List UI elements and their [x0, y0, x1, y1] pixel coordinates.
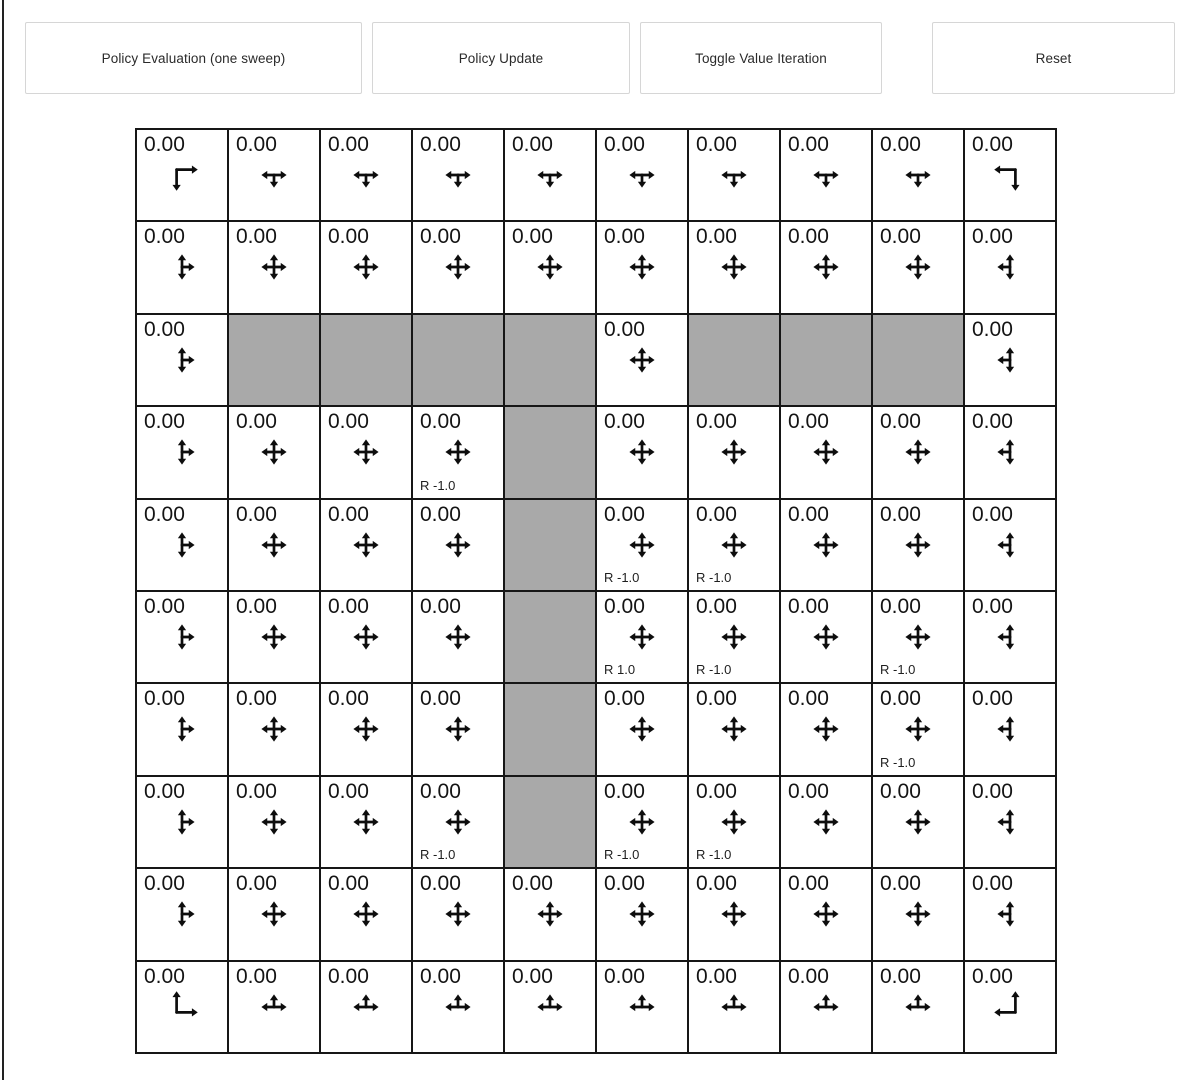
grid-cell-0-9	[964, 129, 1056, 221]
cell-value: 0.00	[328, 964, 369, 988]
cell-value: 0.00	[880, 133, 921, 156]
policy-arrows-icon	[164, 527, 200, 563]
cell-reward-label: R 1.0	[604, 662, 636, 678]
policy-arrows-icon	[164, 619, 200, 655]
grid-cell-7-2	[320, 776, 412, 868]
policy-arrows-icon	[808, 711, 844, 747]
cell-value: 0.00	[144, 872, 185, 896]
policy-arrows-icon	[348, 804, 384, 840]
grid-cell-0-5	[596, 129, 688, 221]
policy-arrows-icon	[624, 896, 660, 932]
policy-arrows-icon	[716, 619, 752, 655]
policy-arrows-icon	[348, 619, 384, 655]
policy-arrows-icon	[164, 896, 200, 932]
cell-value: 0.00	[972, 595, 1013, 618]
grid-cell-9-7	[780, 961, 872, 1053]
grid-wall-2-8	[872, 314, 964, 406]
grid-cell-0-6	[688, 129, 780, 221]
grid-cell-3-7	[780, 406, 872, 498]
policy-arrows-icon	[164, 711, 200, 747]
grid-cell-9-8	[872, 961, 964, 1053]
grid-cell-6-3	[412, 683, 504, 775]
grid-cell-8-1	[228, 868, 320, 960]
cell-value: 0.00	[328, 502, 369, 526]
policy-arrows-icon	[164, 434, 200, 470]
cell-value: 0.00	[880, 779, 921, 803]
grid-wall-2-6	[688, 314, 780, 406]
cell-value: 0.00	[512, 225, 553, 249]
grid-cell-8-7	[780, 868, 872, 960]
grid-cell-1-8	[872, 221, 964, 313]
cell-value: 0.00	[144, 687, 185, 711]
cell-value: 0.00	[236, 502, 277, 526]
cell-value: 0.00	[972, 779, 1013, 803]
grid-cell-2-9	[964, 314, 1056, 406]
policy-arrows-icon	[992, 342, 1028, 378]
grid-cell-2-5	[596, 314, 688, 406]
cell-value: 0.00	[236, 687, 277, 711]
grid-cell-0-0	[136, 129, 228, 221]
cell-value: 0.00	[788, 410, 829, 434]
policy-arrows-icon	[256, 157, 292, 193]
cell-value: 0.00	[328, 410, 369, 434]
cell-value: 0.00	[420, 595, 461, 618]
policy-arrows-icon	[440, 804, 476, 840]
toggle-value-iteration-button[interactable]: Toggle Value Iteration	[640, 22, 882, 94]
policy-arrows-icon	[256, 711, 292, 747]
grid-cell-4-1	[228, 499, 320, 591]
grid-wall-2-3	[412, 314, 504, 406]
grid-cell-0-8	[872, 129, 964, 221]
grid-cell-8-9	[964, 868, 1056, 960]
cell-value: 0.00	[144, 133, 185, 156]
policy-arrows-icon	[992, 249, 1028, 285]
grid-cell-5-9	[964, 591, 1056, 683]
grid-cell-8-2	[320, 868, 412, 960]
cell-value: 0.00	[972, 964, 1013, 988]
grid-cell-7-8	[872, 776, 964, 868]
grid-cell-1-7	[780, 221, 872, 313]
grid-cell-7-6	[688, 776, 780, 868]
policy-arrows-icon	[440, 989, 476, 1025]
grid-wall-7-4	[504, 776, 596, 868]
policy-arrows-icon	[716, 804, 752, 840]
grid-cell-3-5	[596, 406, 688, 498]
grid-cell-4-6	[688, 499, 780, 591]
cell-value: 0.00	[788, 872, 829, 896]
grid-cell-8-6	[688, 868, 780, 960]
grid-cell-5-3	[412, 591, 504, 683]
cell-value: 0.00	[328, 779, 369, 803]
cell-value: 0.00	[880, 964, 921, 988]
cell-value: 0.00	[512, 872, 553, 896]
policy-arrows-icon	[164, 157, 200, 193]
cell-value: 0.00	[880, 502, 921, 526]
policy-arrows-icon	[532, 896, 568, 932]
grid-cell-1-0	[136, 221, 228, 313]
cell-value: 0.00	[144, 410, 185, 434]
cell-value: 0.00	[144, 317, 185, 341]
grid-cell-6-6	[688, 683, 780, 775]
policy-arrows-icon	[992, 527, 1028, 563]
cell-reward-label: R -1.0	[696, 662, 732, 678]
policy-arrows-icon	[716, 249, 752, 285]
grid-cell-6-0	[136, 683, 228, 775]
policy-arrows-icon	[348, 249, 384, 285]
policy-update-button[interactable]: Policy Update	[372, 22, 630, 94]
cell-value: 0.00	[420, 687, 461, 711]
policy-arrows-icon	[624, 989, 660, 1025]
grid-cell-1-9	[964, 221, 1056, 313]
grid-cell-7-9	[964, 776, 1056, 868]
grid-wall-4-4	[504, 499, 596, 591]
grid-cell-2-0	[136, 314, 228, 406]
policy-arrows-icon	[532, 249, 568, 285]
cell-value: 0.00	[420, 779, 461, 803]
grid-cell-5-7	[780, 591, 872, 683]
policy-arrows-icon	[164, 249, 200, 285]
policy-arrows-icon	[900, 804, 936, 840]
grid-cell-0-2	[320, 129, 412, 221]
grid-cell-4-2	[320, 499, 412, 591]
grid-cell-7-0	[136, 776, 228, 868]
policy-arrows-icon	[900, 989, 936, 1025]
policy-arrows-icon	[716, 896, 752, 932]
policy-arrows-icon	[624, 342, 660, 378]
policy-arrows-icon	[348, 896, 384, 932]
grid-cell-7-5	[596, 776, 688, 868]
grid-cell-9-3	[412, 961, 504, 1053]
policy-arrows-icon	[348, 434, 384, 470]
policy-arrows-icon	[900, 157, 936, 193]
cell-reward-label: R -1.0	[696, 847, 732, 863]
grid-cell-4-7	[780, 499, 872, 591]
cell-value: 0.00	[696, 502, 737, 526]
grid-cell-1-3	[412, 221, 504, 313]
policy-arrows-icon	[992, 619, 1028, 655]
grid-cell-3-1	[228, 406, 320, 498]
grid-cell-0-3	[412, 129, 504, 221]
policy-arrows-icon	[164, 804, 200, 840]
policy-arrows-icon	[256, 896, 292, 932]
grid-cell-4-0	[136, 499, 228, 591]
grid-cell-3-2	[320, 406, 412, 498]
policy-arrows-icon	[716, 527, 752, 563]
grid-cell-9-4	[504, 961, 596, 1053]
cell-value: 0.00	[604, 872, 645, 896]
grid-cell-3-9	[964, 406, 1056, 498]
grid-cell-5-2	[320, 591, 412, 683]
policy-arrows-icon	[716, 711, 752, 747]
cell-reward-label: R -1.0	[604, 570, 640, 585]
cell-value: 0.00	[144, 225, 185, 249]
cell-value: 0.00	[604, 225, 645, 249]
grid-cell-8-5	[596, 868, 688, 960]
policy-arrows-icon	[164, 989, 200, 1025]
cell-value: 0.00	[236, 872, 277, 896]
policy-arrows-icon	[348, 989, 384, 1025]
grid-cell-1-5	[596, 221, 688, 313]
cell-value: 0.00	[236, 225, 277, 249]
grid-cell-7-7	[780, 776, 872, 868]
grid-cell-1-6	[688, 221, 780, 313]
policy-arrows-icon	[624, 804, 660, 840]
grid-cell-1-2	[320, 221, 412, 313]
cell-value: 0.00	[880, 225, 921, 249]
policy-arrows-icon	[716, 989, 752, 1025]
cell-value: 0.00	[604, 133, 645, 156]
policy-arrows-icon	[624, 619, 660, 655]
grid-cell-4-5	[596, 499, 688, 591]
policy-arrows-icon	[256, 804, 292, 840]
cell-value: 0.00	[696, 225, 737, 249]
toolbar	[0, 0, 1202, 94]
cell-value: 0.00	[788, 687, 829, 711]
policy-arrows-icon	[808, 434, 844, 470]
cell-value: 0.00	[144, 502, 185, 526]
cell-value: 0.00	[788, 964, 829, 988]
policy-arrows-icon	[256, 619, 292, 655]
policy-arrows-icon	[716, 157, 752, 193]
policy-arrows-icon	[900, 619, 936, 655]
policy-arrows-icon	[900, 434, 936, 470]
policy-arrows-icon	[808, 896, 844, 932]
policy-arrows-icon	[900, 711, 936, 747]
policy-arrows-icon	[348, 157, 384, 193]
cell-value: 0.00	[696, 779, 737, 803]
cell-value: 0.00	[420, 133, 461, 156]
policy-arrows-icon	[256, 989, 292, 1025]
cell-value: 0.00	[972, 410, 1013, 434]
cell-reward-label: R -1.0	[420, 847, 456, 863]
cell-value: 0.00	[788, 502, 829, 526]
cell-reward-label: R -1.0	[880, 662, 916, 678]
policy-arrows-icon	[532, 157, 568, 193]
grid-cell-8-0	[136, 868, 228, 960]
grid-cell-3-6	[688, 406, 780, 498]
policy-arrows-icon	[624, 527, 660, 563]
grid-cell-9-1	[228, 961, 320, 1053]
policy-arrows-icon	[992, 804, 1028, 840]
grid-cell-7-1	[228, 776, 320, 868]
policy-arrows-icon	[808, 157, 844, 193]
policy-arrows-icon	[808, 619, 844, 655]
grid-cell-6-5	[596, 683, 688, 775]
grid-cell-6-8	[872, 683, 964, 775]
policy-arrows-icon	[440, 711, 476, 747]
cell-value: 0.00	[144, 779, 185, 803]
policy-arrows-icon	[440, 157, 476, 193]
cell-value: 0.00	[972, 872, 1013, 896]
grid-cell-6-9	[964, 683, 1056, 775]
cell-value: 0.00	[604, 779, 645, 803]
policy-arrows-icon	[900, 896, 936, 932]
cell-value: 0.00	[328, 133, 369, 156]
policy-arrows-icon	[256, 249, 292, 285]
cell-value: 0.00	[696, 872, 737, 896]
cell-value: 0.00	[420, 502, 461, 526]
grid-cell-3-3	[412, 406, 504, 498]
grid-cell-6-2	[320, 683, 412, 775]
grid-cell-9-6	[688, 961, 780, 1053]
cell-reward-label: R -1.0	[880, 754, 916, 770]
grid-cell-8-3	[412, 868, 504, 960]
policy-arrows-icon	[808, 804, 844, 840]
cell-value: 0.00	[880, 595, 921, 618]
grid-cell-8-8	[872, 868, 964, 960]
grid-cell-0-7	[780, 129, 872, 221]
grid-cell-8-4	[504, 868, 596, 960]
grid-wall-6-4	[504, 683, 596, 775]
cell-value: 0.00	[420, 225, 461, 249]
policy-arrows-icon	[716, 434, 752, 470]
cell-value: 0.00	[604, 410, 645, 434]
cell-reward-label: R -1.0	[420, 477, 456, 493]
policy-evaluation-button[interactable]: Policy Evaluation (one sweep)	[25, 22, 362, 94]
policy-arrows-icon	[992, 896, 1028, 932]
grid-wall-2-1	[228, 314, 320, 406]
cell-value: 0.00	[972, 225, 1013, 249]
cell-value: 0.00	[696, 964, 737, 988]
grid-cell-0-4	[504, 129, 596, 221]
grid-cell-1-1	[228, 221, 320, 313]
cell-value: 0.00	[236, 410, 277, 434]
cell-value: 0.00	[880, 687, 921, 711]
policy-arrows-icon	[992, 711, 1028, 747]
cell-value: 0.00	[236, 964, 277, 988]
grid-cell-9-2	[320, 961, 412, 1053]
grid-wall-2-7	[780, 314, 872, 406]
grid-cell-6-7	[780, 683, 872, 775]
policy-arrows-icon	[624, 434, 660, 470]
cell-value: 0.00	[972, 687, 1013, 711]
policy-arrows-icon	[348, 711, 384, 747]
cell-value: 0.00	[512, 964, 553, 988]
cell-reward-label: R -1.0	[696, 570, 732, 585]
policy-arrows-icon	[532, 989, 568, 1025]
cell-value: 0.00	[696, 595, 737, 618]
cell-value: 0.00	[972, 502, 1013, 526]
policy-arrows-icon	[256, 434, 292, 470]
cell-value: 0.00	[420, 872, 461, 896]
window-edge	[2, 0, 4, 1080]
policy-arrows-icon	[992, 434, 1028, 470]
grid-cell-5-0	[136, 591, 228, 683]
grid-wall-5-4	[504, 591, 596, 683]
grid-cell-5-5	[596, 591, 688, 683]
cell-reward-label: R -1.0	[604, 847, 640, 863]
cell-value: 0.00	[328, 872, 369, 896]
grid-cell-7-3	[412, 776, 504, 868]
cell-value: 0.00	[328, 225, 369, 249]
policy-arrows-icon	[440, 527, 476, 563]
cell-value: 0.00	[696, 133, 737, 156]
policy-arrows-icon	[808, 989, 844, 1025]
policy-arrows-icon	[164, 342, 200, 378]
cell-value: 0.00	[604, 502, 645, 526]
grid-wall-2-4	[504, 314, 596, 406]
policy-arrows-icon	[440, 619, 476, 655]
cell-value: 0.00	[788, 133, 829, 156]
policy-arrows-icon	[900, 249, 936, 285]
grid-cell-3-0	[136, 406, 228, 498]
policy-arrows-icon	[440, 249, 476, 285]
grid-cell-5-6	[688, 591, 780, 683]
cell-value: 0.00	[880, 410, 921, 434]
cell-value: 0.00	[972, 133, 1013, 156]
cell-value: 0.00	[696, 410, 737, 434]
cell-value: 0.00	[236, 595, 277, 618]
gridworld	[135, 128, 1057, 1054]
grid-cell-5-8	[872, 591, 964, 683]
policy-arrows-icon	[440, 434, 476, 470]
grid-cell-9-5	[596, 961, 688, 1053]
grid-cell-6-1	[228, 683, 320, 775]
policy-arrows-icon	[440, 896, 476, 932]
cell-value: 0.00	[788, 225, 829, 249]
cell-value: 0.00	[604, 964, 645, 988]
cell-value: 0.00	[604, 595, 645, 618]
cell-value: 0.00	[604, 687, 645, 711]
policy-arrows-icon	[808, 249, 844, 285]
grid-cell-4-9	[964, 499, 1056, 591]
grid-wall-2-2	[320, 314, 412, 406]
cell-value: 0.00	[788, 595, 829, 618]
grid-wall-3-4	[504, 406, 596, 498]
cell-value: 0.00	[144, 964, 185, 988]
cell-value: 0.00	[236, 133, 277, 156]
reset-button[interactable]: Reset	[932, 22, 1175, 94]
cell-value: 0.00	[328, 687, 369, 711]
grid-cell-0-1	[228, 129, 320, 221]
cell-value: 0.00	[880, 872, 921, 896]
cell-value: 0.00	[236, 779, 277, 803]
cell-value: 0.00	[420, 410, 461, 434]
policy-arrows-icon	[256, 527, 292, 563]
cell-value: 0.00	[144, 595, 185, 618]
cell-value: 0.00	[328, 595, 369, 618]
grid-cell-9-9	[964, 961, 1056, 1053]
cell-value: 0.00	[788, 779, 829, 803]
policy-arrows-icon	[624, 711, 660, 747]
grid-cell-4-8	[872, 499, 964, 591]
policy-arrows-icon	[624, 157, 660, 193]
cell-value: 0.00	[604, 317, 645, 341]
cell-value: 0.00	[972, 317, 1013, 341]
grid-cell-3-8	[872, 406, 964, 498]
policy-arrows-icon	[348, 527, 384, 563]
policy-arrows-icon	[992, 989, 1028, 1025]
policy-arrows-icon	[808, 527, 844, 563]
grid-cell-5-1	[228, 591, 320, 683]
grid-cell-4-3	[412, 499, 504, 591]
policy-arrows-icon	[900, 527, 936, 563]
cell-value: 0.00	[420, 964, 461, 988]
grid-cell-1-4	[504, 221, 596, 313]
cell-value: 0.00	[512, 133, 553, 156]
grid-cell-9-0	[136, 961, 228, 1053]
policy-arrows-icon	[992, 157, 1028, 193]
cell-value: 0.00	[696, 687, 737, 711]
policy-arrows-icon	[624, 249, 660, 285]
